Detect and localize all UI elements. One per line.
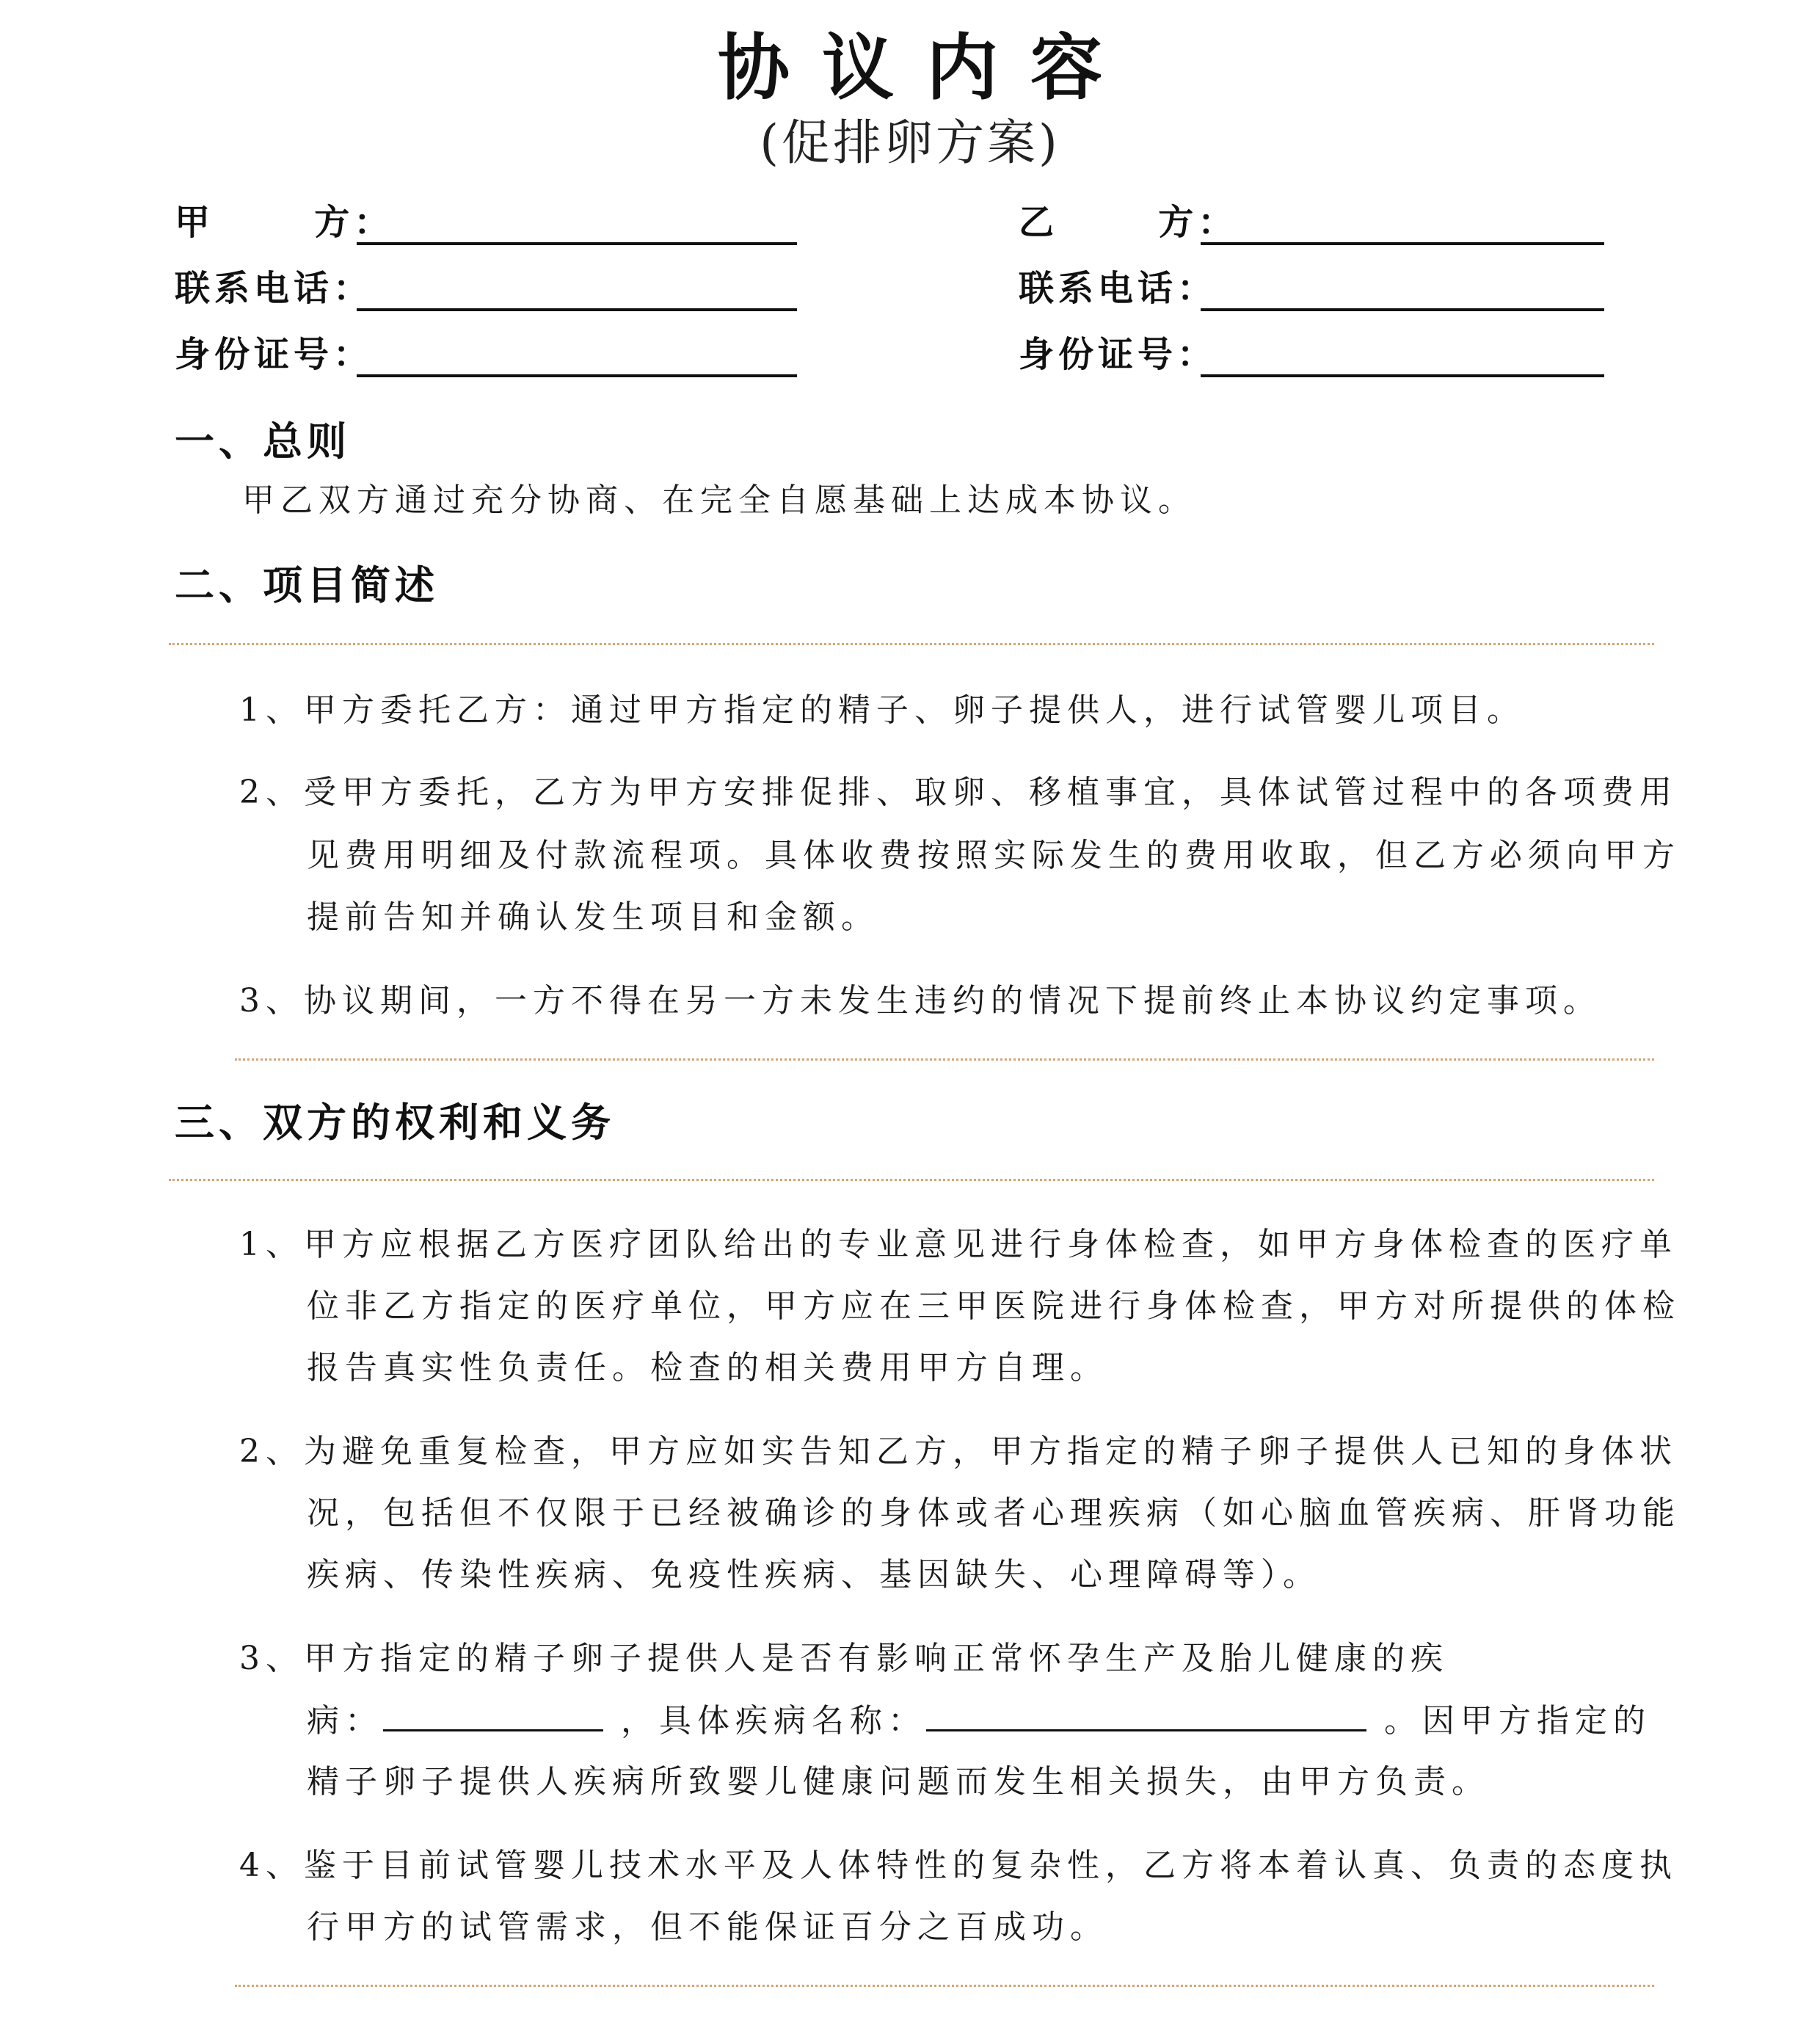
party-a-field[interactable] (357, 242, 797, 245)
party-a-label: 甲 方： (175, 202, 394, 243)
id-a-field[interactable] (357, 374, 797, 377)
project-item-1: 1、甲方委托乙方：通过甲方指定的精子、卵子提供人，进行试管婴儿项目。 (239, 691, 1525, 729)
phone-b-row (1019, 263, 1606, 314)
rights-item-2-line-3: 疾病、传染性疾病、免疫性疾病、基因缺失、心理障碍等）。 (307, 1556, 1321, 1593)
project-item-2-line-3: 提前告知并确认发生项目和金额。 (307, 898, 879, 936)
project-item-2-line-1: 2、受甲方委托，乙方为甲方安排促排、取卵、移植事宜，具体试管过程中的各项费用 (239, 774, 1678, 811)
id-a-label: 身份证号： (175, 334, 374, 375)
id-b-label: 身份证号： (1019, 334, 1217, 375)
party-a-row (175, 197, 798, 248)
phone-a-label: 联系电话： (175, 268, 374, 309)
id-b-row (1019, 329, 1606, 380)
id-a-row (175, 329, 798, 380)
phone-b-label: 联系电话： (1019, 268, 1217, 309)
disease-clause-tail: 。因甲方指定的 (1384, 1702, 1651, 1740)
disease-yes-no-field[interactable] (383, 1700, 603, 1731)
phone-a-row (175, 263, 798, 314)
section-divider (235, 1058, 1654, 1061)
rights-item-1-line-2: 位非乙方指定的医疗单位，甲方应在三甲医院进行身体检查，甲方对所提供的体检 (307, 1287, 1681, 1325)
rights-item-3-line-2 (307, 1700, 1651, 1742)
section-rights-heading: 三、双方的权利和义务 (175, 1100, 615, 1146)
section-general-heading: 一、总则 (175, 418, 351, 465)
section-divider (169, 643, 1654, 645)
party-b-row (1019, 197, 1606, 248)
rights-item-2-line-2: 况，包括但不仅限于已经被确诊的身体或者心理疾病（如心脑血管疾病、肝肾功能 (307, 1494, 1681, 1532)
section-divider (235, 1985, 1654, 1987)
disease-name-label: ，具体疾病名称： (621, 1702, 926, 1740)
disease-name-field[interactable] (926, 1700, 1366, 1731)
party-b-field[interactable] (1201, 242, 1604, 245)
rights-item-4-line-2: 行甲方的试管需求，但不能保证百分之百成功。 (307, 1908, 1108, 1946)
rights-item-3-line-1: 3、甲方指定的精子卵子提供人是否有影响正常怀孕生产及胎儿健康的疾 (239, 1640, 1449, 1677)
phone-b-field[interactable] (1201, 308, 1604, 311)
phone-a-field[interactable] (357, 308, 797, 311)
rights-item-4-line-1: 4、鉴于目前试管婴儿技术水平及人体特性的复杂性，乙方将本着认真、负责的态度执 (239, 1847, 1678, 1884)
document-title: 协议内容 (717, 26, 1135, 110)
disease-label: 病： (307, 1702, 383, 1740)
rights-item-1-line-3: 报告真实性负责任。检查的相关费用甲方自理。 (307, 1349, 1108, 1387)
section-divider (169, 1179, 1654, 1181)
section-general-text: 甲乙双方通过充分协商、在完全自愿基础上达成本协议。 (242, 481, 1196, 519)
rights-item-3-line-3: 精子卵子提供人疾病所致婴儿健康问题而发生相关损失，由甲方负责。 (307, 1763, 1490, 1800)
party-b-label: 乙 方： (1019, 202, 1238, 243)
document-subtitle: (促排卵方案) (760, 115, 1060, 171)
id-b-field[interactable] (1201, 374, 1604, 377)
rights-item-2-line-1: 2、为避免重复检查，甲方应如实告知乙方，甲方指定的精子卵子提供人已知的身体状 (239, 1433, 1678, 1470)
project-item-2-line-2: 见费用明细及付款流程项。具体收费按照实际发生的费用收取，但乙方必须向甲方 (307, 837, 1681, 874)
section-project-heading: 二、项目简述 (175, 562, 439, 608)
project-item-3: 3、协议期间，一方不得在另一方未发生违约的情况下提前终止本协议约定事项。 (239, 982, 1601, 1020)
rights-item-1-line-1: 1、甲方应根据乙方医疗团队给出的专业意见进行身体检查，如甲方身体检查的医疗单 (239, 1226, 1678, 1263)
